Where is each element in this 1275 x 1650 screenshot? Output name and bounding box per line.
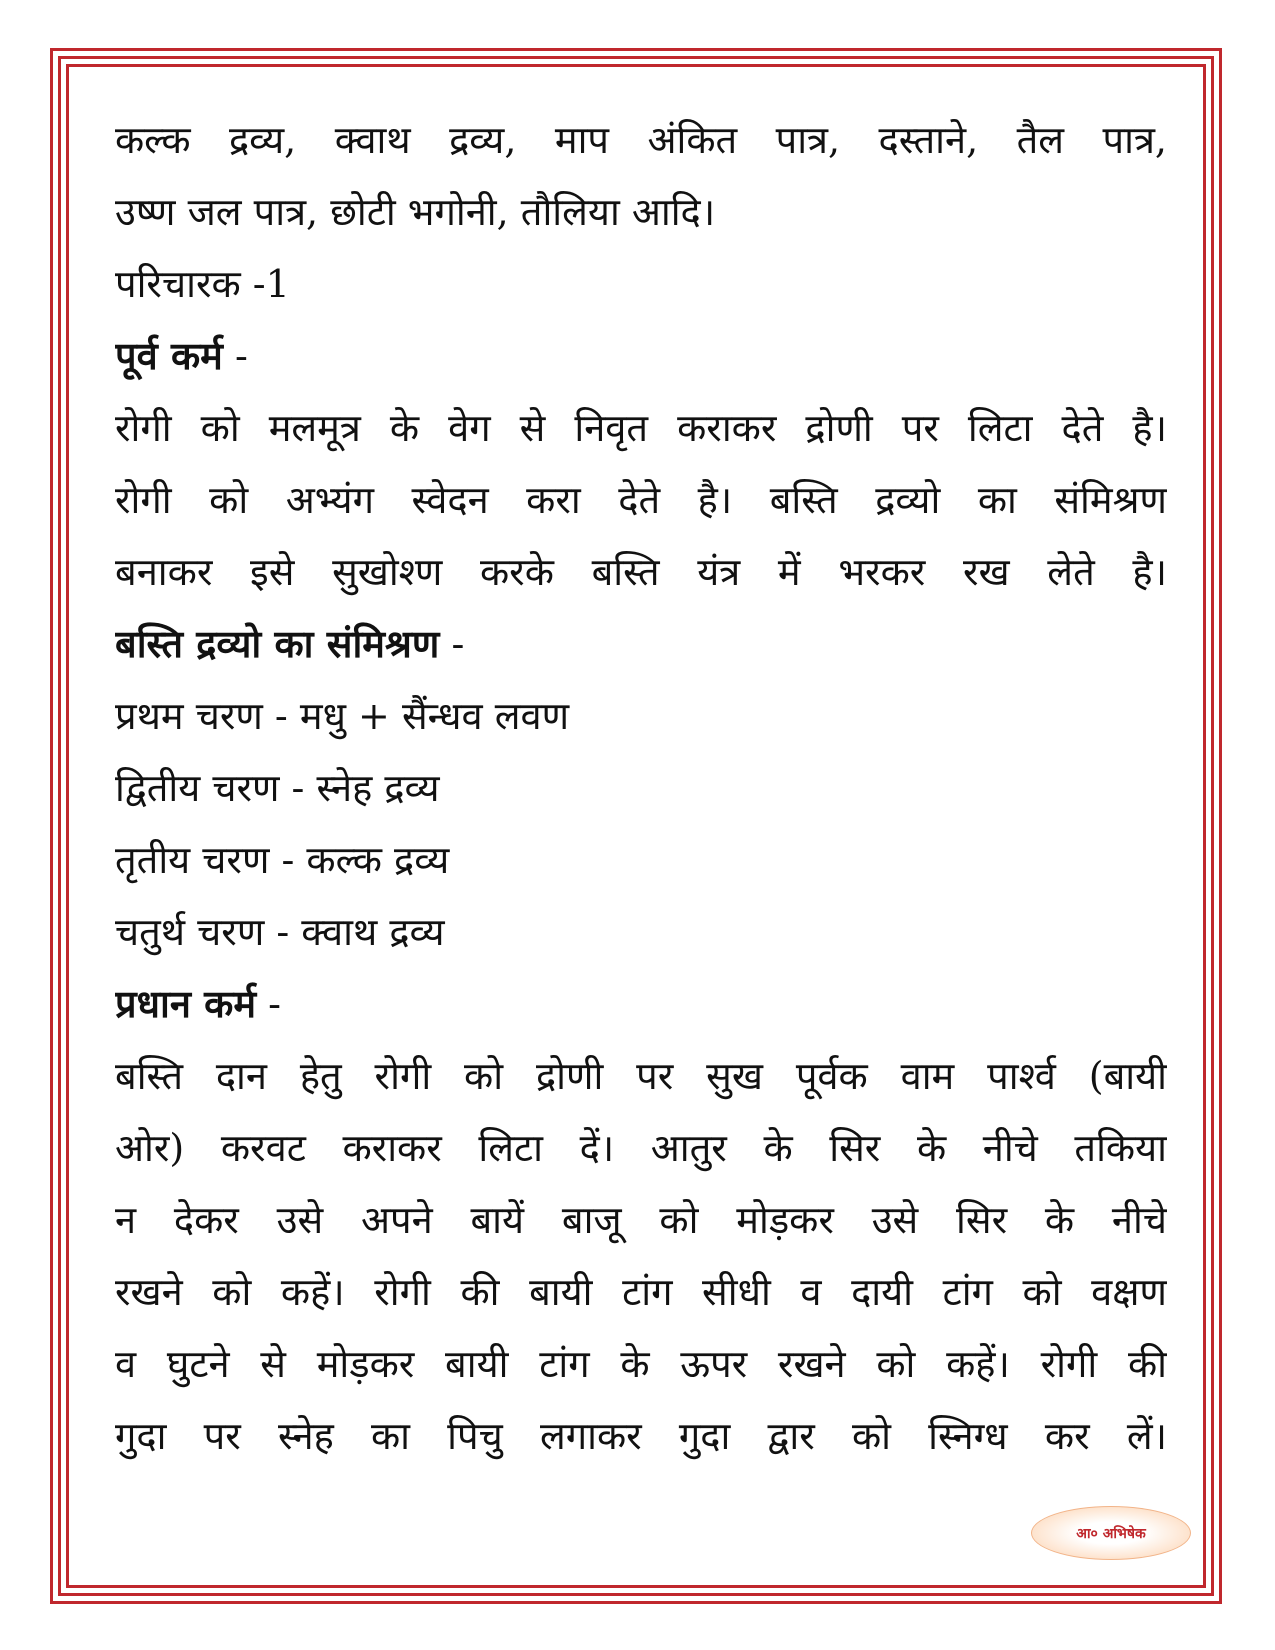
heading-dash: - [256,982,281,1026]
heading-text: प्रधान कर्म [115,981,257,1026]
heading-text: पूर्व कर्म [115,333,223,378]
heading-text: बस्ति द्रव्यो का संमिश्रण [115,621,440,666]
heading-dash: - [439,622,465,666]
text-line: रखने को कहें। रोगी की बायी टांग सीधी व दायी टांग को वक्षण [115,1270,1167,1314]
list-item: चतुर्थ चरण - क्वाथ द्रव्य [115,910,445,954]
text-line: कल्क द्रव्य, क्वाथ द्रव्य, माप अंकित पात्र, दस्ताने, तैल पात्र, [115,118,1167,162]
author-stamp: आ० अभिषेक [1031,1506,1191,1560]
list-item: प्रथम चरण - मधु + सैंन्धव लवण [115,694,570,738]
text-line: रोगी को मलमूत्र के वेग से निवृत कराकर द्रोणी पर लिटा देते है। [115,406,1167,450]
heading-dash: - [222,334,248,378]
text-line: ओर) करवट कराकर लिटा दें। आतुर के सिर के नीचे तकिया [115,1126,1167,1170]
heading-pradhan-karma [115,968,1167,1040]
list-item: द्वितीय चरण - स्नेह द्रव्य [115,766,440,810]
heading-purva-karma [115,320,1167,392]
text-line: न देकर उसे अपने बायें बाजू को मोड़कर उसे सिर के नीचे [115,1198,1167,1242]
text-line: बस्ति दान हेतु रोगी को द्रोणी पर सुख पूर्वक वाम पार्श्व (बायी [115,1054,1167,1098]
text-line: गुदा पर स्नेह का पिचु लगाकर गुदा द्वार को स्निग्ध कर लें। [115,1414,1167,1458]
heading-basti-sammishran [115,608,1167,680]
list-item: तृतीय चरण - कल्क द्रव्य [115,838,450,882]
page-content [115,104,1167,1472]
text-line: व घुटने से मोड़कर बायी टांग के ऊपर रखने को कहें। रोगी की [115,1342,1167,1386]
text-line: रोगी को अभ्यंग स्वेदन करा देते है। बस्ति द्रव्यो का संमिश्रण [115,478,1167,522]
text-line: उष्ण जल पात्र, छोटी भगोनी, तौलिया आदि। [115,190,716,234]
text-line: बनाकर इसे सुखोश्ण करके बस्ति यंत्र में भरकर रख लेते है। [115,550,1167,594]
text-line: परिचारक -1 [115,262,290,306]
